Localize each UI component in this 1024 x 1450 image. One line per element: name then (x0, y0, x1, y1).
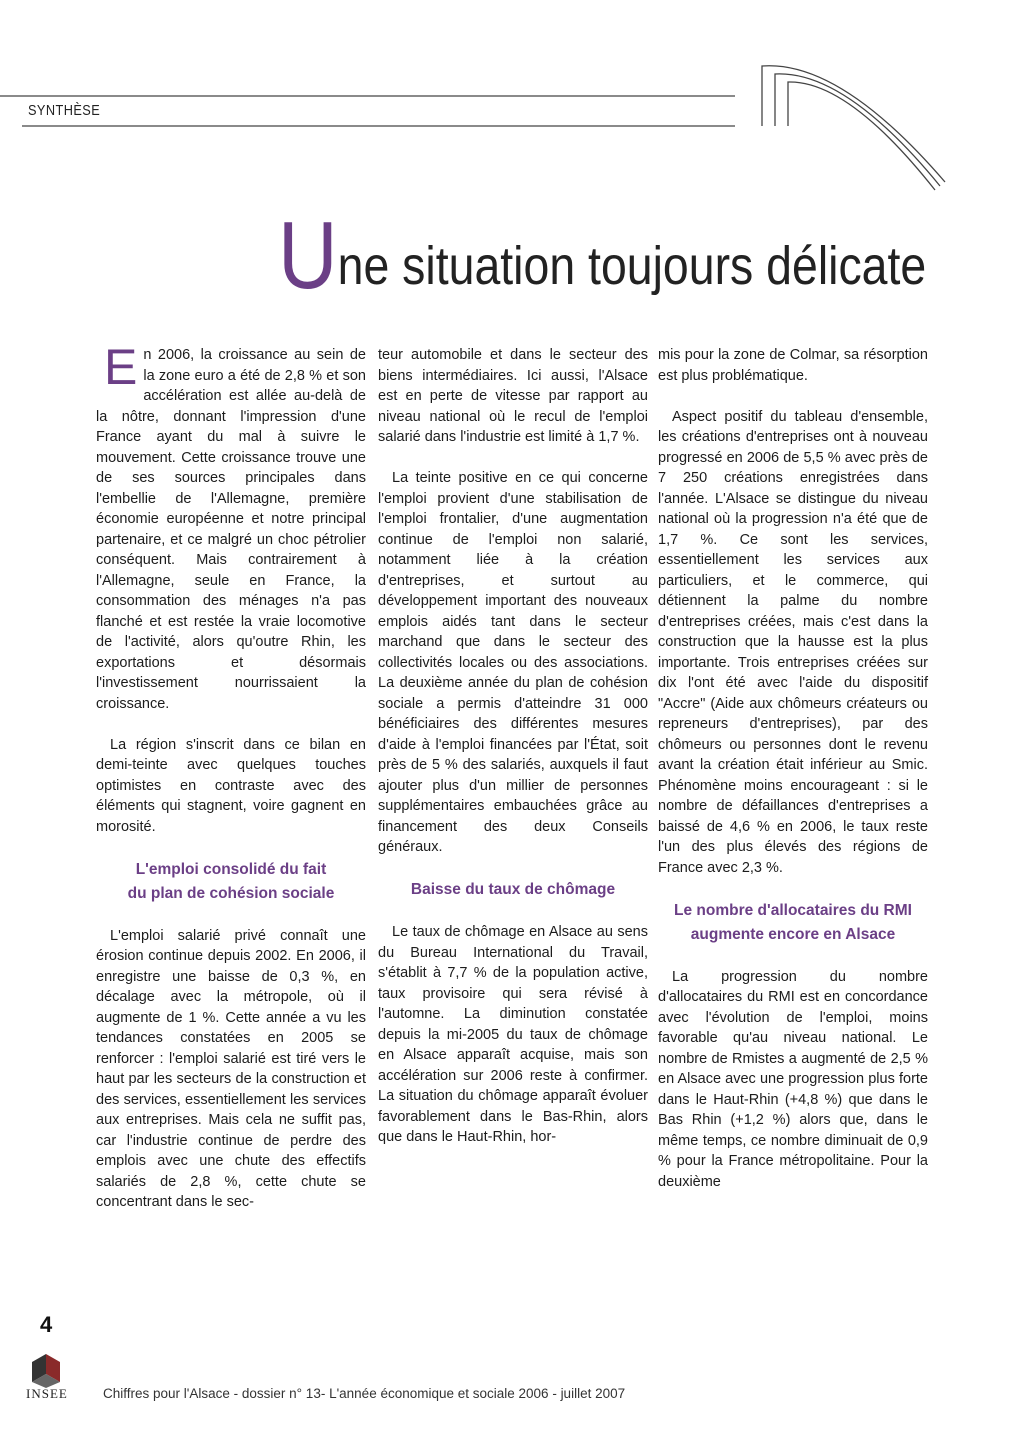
paragraph: teur automobile et dans le secteur des biens intermédiaires. Ici aussi, l'Alsace est en perte de vitesse par rapport au niveau national où le recul de l'emploi salarié dans l'industrie est limité à 1,7 %. (378, 347, 648, 445)
column-3 (658, 345, 928, 1213)
insee-logo-text: INSEE (26, 1386, 68, 1401)
paragraph: La teinte positive en ce qui concerne l'emploi provient d'une stabilisation de l'emploi frontalier, d'une augmentation continue de l'emploi non salarié, notamment liée à la création d'entreprises, et surtout au développement important des nouveaux emplois aidés tant dans le secteur marchand que dans le secteur des collectivités locales ou des associations. La deuxième année du plan de cohésion sociale a permis d'atteindre 31 000 bénéficiaires des différentes mesures d'aide à l'emploi financées par l'État, soit près de 5 % des salariés, auxquels il faut ajouter plus d'un millier de personnes supplémentaires embauchées grâce au financement des deux Conseils généraux. (378, 470, 648, 855)
paragraph-text: n 2006, la croissance au sein de la zone euro a été de 2,8 % et son accélération est allée au-delà de la nôtre, donnant l'impression d'une France ayant du mal à suivre le mouvement. Cette croissance trouve une de ses sources principales dans l'embellie de l'Allemagne, première économie européenne et notre principal partenaire, et ce malgré un choc pétrolier conséquent. Mais contrairement à l'Allemagne, seule en France, la consommation des ménages n'a pas flanché et est restée la vraie locomotive de l'activité, alors qu'outre Rhin, les exportations et désormais l'investissement nourrissaient la croissance. (96, 347, 366, 712)
section-heading: L'emploi consolidé du fait du plan de cohésion sociale (127, 860, 335, 902)
drop-cap: E (104, 339, 138, 395)
paragraph: Le taux de chômage en Alsace au sens du Bureau International du Travail, s'établit à 7,7 % de la population active, taux provisoire qui sera révisé à l'automne. La diminution constatée depuis la mi-2005 du taux de chômage en Alsace apparaît acquise, mais son accélération sur 2006 reste à confirmer. La situation du chômage apparaît évoluer favorablement dans le Bas-Rhin, alors que dans le Haut-Rhin, hor- (378, 924, 648, 1145)
section-heading: Le nombre d'allocataires du RMI augmente encore en Alsace (674, 901, 912, 943)
title-rest: ne situation toujours délicate (337, 236, 927, 296)
paragraph: mis pour la zone de Colmar, sa résorption est plus problématique. (658, 347, 928, 384)
paragraph: Aspect positif du tableau d'ensemble, les créations d'entreprises ont à nouveau progressé en 2006 de 5,5 % avec près de 7 250 créations enregistrées dans l'année. L'Alsace se distingue du niveau national où la progression n'a été que de 1,7 %. Ce sont les services, essentiellement les services aux particuliers, et le commerce, qui détiennent la palme du nombre d'entreprises créées, mais c'est dans la construction que la hausse est la plus importante. Trois entreprises créées sur dix l'ont été avec l'aide du dispositif "Accre" (Aide aux chômeurs créateurs ou repreneurs d'entreprises), par des chômeurs ou personnes dont le revenu avant la création était inférieur au Smic. Phénomène moins encourageant : si le nombre de défaillances d'entreprises a baissé de 4,6 % en 2006, le taux reste l'un des plus élevés des régions de France avec 2,3 %. (658, 408, 928, 876)
title-initial: U (278, 202, 338, 309)
page-title (278, 202, 927, 309)
footer-publication: Chiffres pour l'Alsace - dossier n° 13- L'année économique et sociale 2006 - juillet 2007 (103, 1386, 626, 1401)
paragraph: L'emploi salarié privé connaît une érosion continue depuis 2002. En 2006, il enregistre une baisse de 0,3 %, en décalage avec la métropole, où il augmente de 1 %. Cette année a vu les tendances constatées en 2005 se renforcer : l'emploi salarié est tiré vers le haut par les secteurs de la construction et des services, essentiellement les services aux entreprises. Mais cela ne suffit pas, car l'industrie continue de perdre des emplois avec une chute des effectifs salariés de 2,8 %, cette chute se concentrant dans le sec- (96, 927, 366, 1210)
paragraph: La progression du nombre d'allocataires du RMI est en concordance avec l'évolution de l'emploi, moins favorable qu'au niveau national. Le nombre de Rmistes a augmenté de 2,5 % en Alsace avec une progression plus forte dans le Haut-Rhin (+4,8 %) que dans le Bas Rhin (+1,2 %) alors que, dans le même temps, ce nombre diminuait de 0,9 % pour la France métropolitaine. Pour la deuxième (658, 968, 928, 1190)
column-1 (96, 339, 366, 1233)
paragraph (96, 339, 366, 714)
paragraph: La région s'inscrit dans ce bilan en demi-teinte avec quelques touches optimistes en contraste avec des éléments qui stagnent, voire gagnent en morosité. (96, 736, 366, 835)
page-number: 4 (40, 1312, 53, 1337)
column-2 (378, 345, 648, 1168)
section-heading: Baisse du taux de chômage (410, 881, 616, 898)
section-label: SYNTHÈSE (28, 102, 101, 119)
